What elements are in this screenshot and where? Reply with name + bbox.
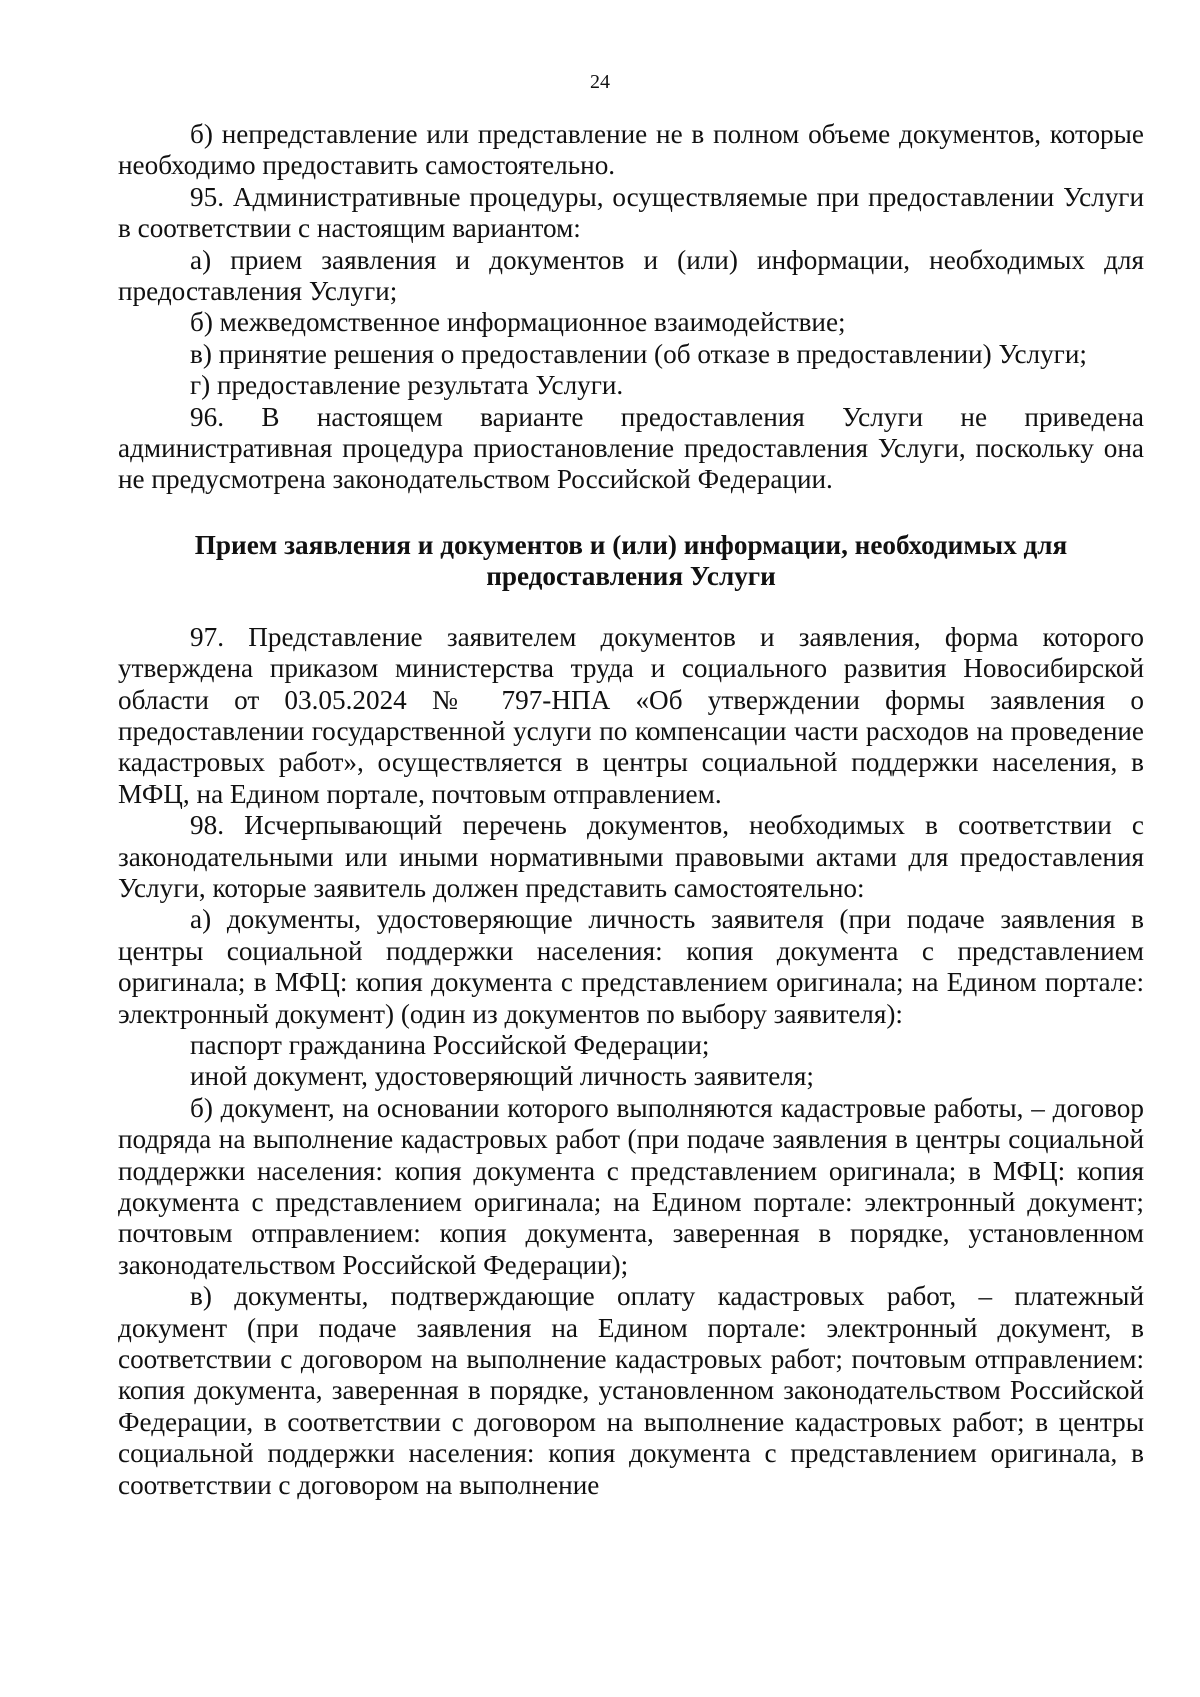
list-item-v-payment-docs: в) документы, подтверждающие оплату кадастровых работ, – платежный документ (при подаче заявления на Едином портале: электронный документ, в соответствии с договором на выполнение кадастровых работ; почтовым отправлением: копия документа, заверенная в порядке, установленном законодательством Российской Федерации, в соответствии с договором на выполнение кадастровых работ; в центры социальной поддержки населения: копия документа с представлением оригинала, в соответствии с договором на выполнение <box>118 1281 1144 1500</box>
paragraph-95: 95. Административные процедуры, осуществляемые при предоставлении Услуги в соответствии с настоящим вариантом: <box>118 181 1144 244</box>
section-heading: Прием заявления и документов и (или) информации, необходимых для предоставления Услуги <box>194 529 1068 592</box>
list-item-b-contract: б) документ, на основании которого выполняются кадастровые работы, – договор подряда на выполнение кадастровых работ (при подаче заявления в центры социальной поддержки населения: копия документа с представлением оригинала; в МФЦ: копия документа с представлением оригинала; на Едином портале: электронный документ; почтовым отправлением: копия документа, заверенная в порядке, установленном законодательством Российской Федерации); <box>118 1092 1144 1280</box>
paragraph-96: 96. В настоящем варианте предоставления Услуги не приведена административная процедура приостановление предоставления Услуги, поскольку она не предусмотрена законодательством Российской Федерации. <box>118 401 1144 495</box>
paragraph-97: 97. Представление заявителем документов и заявления, форма которого утверждена приказом министерства труда и социального развития Новосибирской области от 03.05.2024 № 797-НПА «Об утверждении формы заявления о предоставлении государственной услуги по компенсации части расходов на проведение кадастровых работ», осуществляется в центры социальной поддержки населения, в МФЦ, на Едином портале, почтовым отправлением. <box>118 621 1144 809</box>
paragraph-b-missing-docs: б) непредставление или представление не в полном объеме документов, которые необходимо предоставить самостоятельно. <box>118 119 1144 181</box>
list-item-g-result: г) предоставление результата Услуги. <box>190 370 624 401</box>
document-body <box>118 119 1144 1501</box>
paragraph-98: 98. Исчерпывающий перечень документов, необходимых в соответствии с законодательными или иными нормативными правовыми актами для предоставления Услуги, которые заявитель должен представить самостоятельно: <box>118 810 1144 903</box>
list-item-a-application: а) прием заявления и документов и (или) информации, необходимых для предоставления Услуги; <box>118 244 1144 307</box>
list-item-other-identity-doc: иной документ, удостоверяющий личность заявителя; <box>190 1061 814 1092</box>
list-item-a-identity-docs: а) документы, удостоверяющие личность заявителя (при подаче заявления в центры социальной поддержки населения: копия документа с представлением оригинала; в МФЦ: копия документа с представлением оригинала; на Едином портале: электронный документ) (один из документов по выбору заявителя): <box>118 904 1144 1029</box>
list-item-v-decision: в) принятие решения о предоставлении (об отказе в предоставлении) Услуги; <box>190 338 1087 369</box>
list-item-b-interagency: б) межведомственное информационное взаимодействие; <box>190 307 846 338</box>
page-number: 24 <box>590 71 610 93</box>
list-item-passport: паспорт гражданина Российской Федерации; <box>190 1029 710 1060</box>
